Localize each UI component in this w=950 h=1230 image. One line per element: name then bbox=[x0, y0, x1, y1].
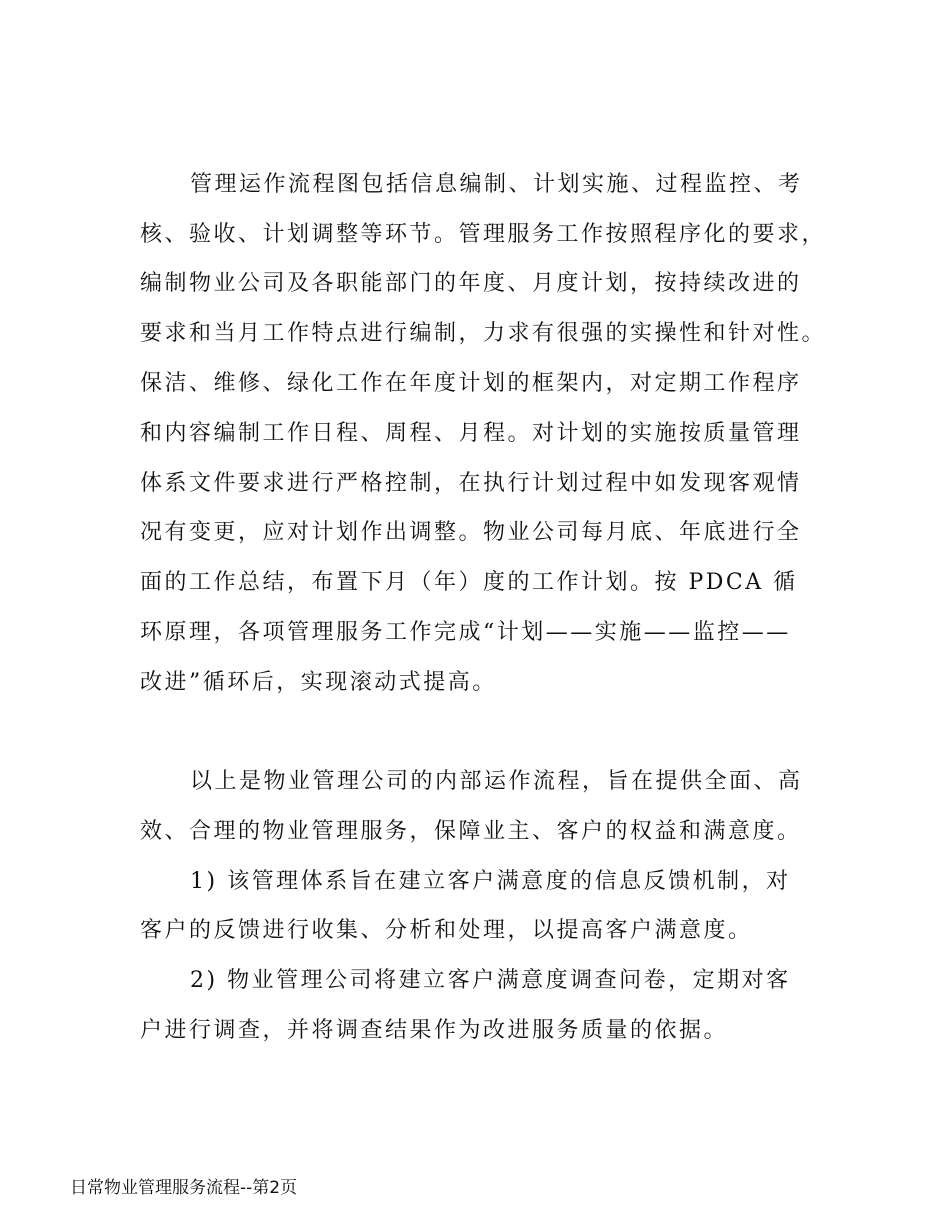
text-line: 和内容编制工作日程、周程、月程。对计划的实施按质量管理 bbox=[140, 421, 802, 446]
text-line: 保洁、维修、绿化工作在年度计划的框架内，对定期工作程序 bbox=[140, 371, 802, 396]
text-line: 管理运作流程图包括信息编制、计划实施、过程监控、考 bbox=[190, 172, 803, 197]
text-line: 客户的反馈进行收集、分析和处理，以提高客户满意度。 bbox=[140, 918, 753, 943]
text-line: 面的工作总结，布置下月（年）度的工作计划。按 PDCA 循 bbox=[140, 570, 798, 595]
text-line: 体系文件要求进行严格控制，在执行计划过程中如发现客观情 bbox=[140, 471, 802, 496]
text-line: 以上是物业管理公司的内部运作流程，旨在提供全面、高 bbox=[190, 769, 803, 794]
text-line: 核、验收、计划调整等环节。管理服务工作按照程序化的要求， bbox=[140, 222, 827, 247]
text-line: 环原理，各项管理服务工作完成“计划——实施——监控—— bbox=[140, 620, 791, 645]
text-line: 户进行调查，并将调查结果作为改进服务质量的依据。 bbox=[140, 1018, 729, 1043]
text-line: 效、合理的物业管理服务，保障业主、客户的权益和满意度。 bbox=[140, 819, 802, 844]
text-line: 2) 物业管理公司将建立客户满意度调查问卷，定期对客 bbox=[190, 968, 791, 993]
text-line: 1) 该管理体系旨在建立客户满意度的信息反馈机制，对 bbox=[190, 869, 791, 894]
text-line: 要求和当月工作特点进行编制，力求有很强的实操性和针对性。 bbox=[140, 321, 827, 346]
text-line: 编制物业公司及各职能部门的年度、月度计划，按持续改进的 bbox=[140, 271, 802, 296]
text-line: 况有变更，应对计划作出调整。物业公司每月底、年底进行全 bbox=[140, 520, 802, 545]
text-line: 改进”循环后，实现滚动式提高。 bbox=[140, 670, 497, 695]
page-footer: 日常物业管理服务流程--第2页 bbox=[70, 1178, 298, 1198]
